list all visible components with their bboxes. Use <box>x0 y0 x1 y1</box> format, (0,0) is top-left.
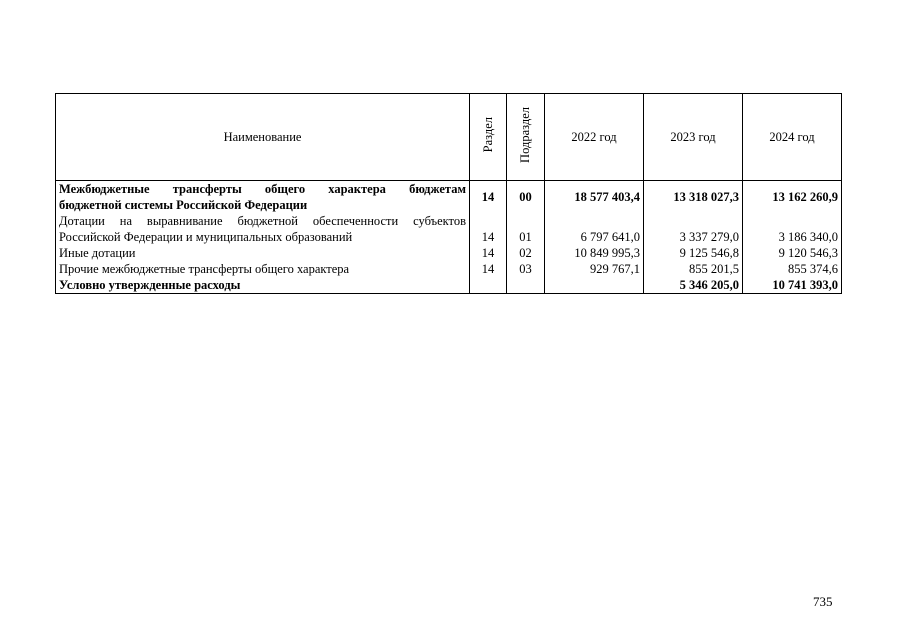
header-section <box>470 94 507 181</box>
row-section-empty <box>470 213 507 229</box>
header-row <box>56 94 842 181</box>
row-name: Условно утвержденные расходы <box>56 277 470 294</box>
header-2022: 2022 год <box>545 94 644 181</box>
table-row <box>56 277 842 294</box>
table-row <box>56 261 842 277</box>
row-2022: 929 767,1 <box>545 261 644 277</box>
row-2023: 3 337 279,0 <box>644 229 743 245</box>
table-row <box>56 245 842 261</box>
table-row <box>56 181 842 198</box>
row-2024-empty <box>743 213 842 229</box>
row-2023-empty <box>644 213 743 229</box>
table-row-continuation <box>56 229 842 245</box>
row-subsection-empty <box>507 213 545 229</box>
header-subsection <box>507 94 545 181</box>
row-2023: 9 125 546,8 <box>644 245 743 261</box>
row-name: Прочие межбюджетные трансферты общего характера <box>56 261 470 277</box>
row-name-line: Российской Федерации и муниципальных образований <box>56 229 470 245</box>
row-section <box>470 277 507 294</box>
row-subsection <box>507 277 545 294</box>
row-2024: 3 186 340,0 <box>743 229 842 245</box>
row-name-line: бюджетной системы Российской Федерации <box>56 197 470 213</box>
header-subsection-label: Подраздел <box>518 107 532 163</box>
header-2023: 2023 год <box>644 94 743 181</box>
row-2024: 10 741 393,0 <box>743 277 842 294</box>
header-2024: 2024 год <box>743 94 842 181</box>
row-2022: 18 577 403,4 <box>545 181 644 214</box>
row-section: 14 <box>470 229 507 245</box>
row-section: 14 <box>470 245 507 261</box>
row-2024: 9 120 546,3 <box>743 245 842 261</box>
row-subsection: 02 <box>507 245 545 261</box>
row-section: 14 <box>470 181 507 214</box>
row-2022: 10 849 995,3 <box>545 245 644 261</box>
row-2022: 6 797 641,0 <box>545 229 644 245</box>
row-section: 14 <box>470 261 507 277</box>
row-name: Иные дотации <box>56 245 470 261</box>
row-2024: 13 162 260,9 <box>743 181 842 214</box>
row-2023: 5 346 205,0 <box>644 277 743 294</box>
row-subsection: 03 <box>507 261 545 277</box>
header-name: Наименование <box>56 94 470 181</box>
budget-table <box>55 93 842 294</box>
row-2024: 855 374,6 <box>743 261 842 277</box>
page-number: 735 <box>813 594 833 609</box>
row-name-line: Дотации на выравнивание бюджетной обеспеченности субъектов <box>56 213 470 229</box>
row-2022 <box>545 277 644 294</box>
row-subsection: 01 <box>507 229 545 245</box>
row-2023: 13 318 027,3 <box>644 181 743 214</box>
row-2023: 855 201,5 <box>644 261 743 277</box>
row-name-line: Межбюджетные трансферты общего характера бюджетам <box>56 181 470 198</box>
header-section-label: Раздел <box>480 117 495 153</box>
table-row <box>56 213 842 229</box>
row-2022-empty <box>545 213 644 229</box>
row-subsection: 00 <box>507 181 545 214</box>
